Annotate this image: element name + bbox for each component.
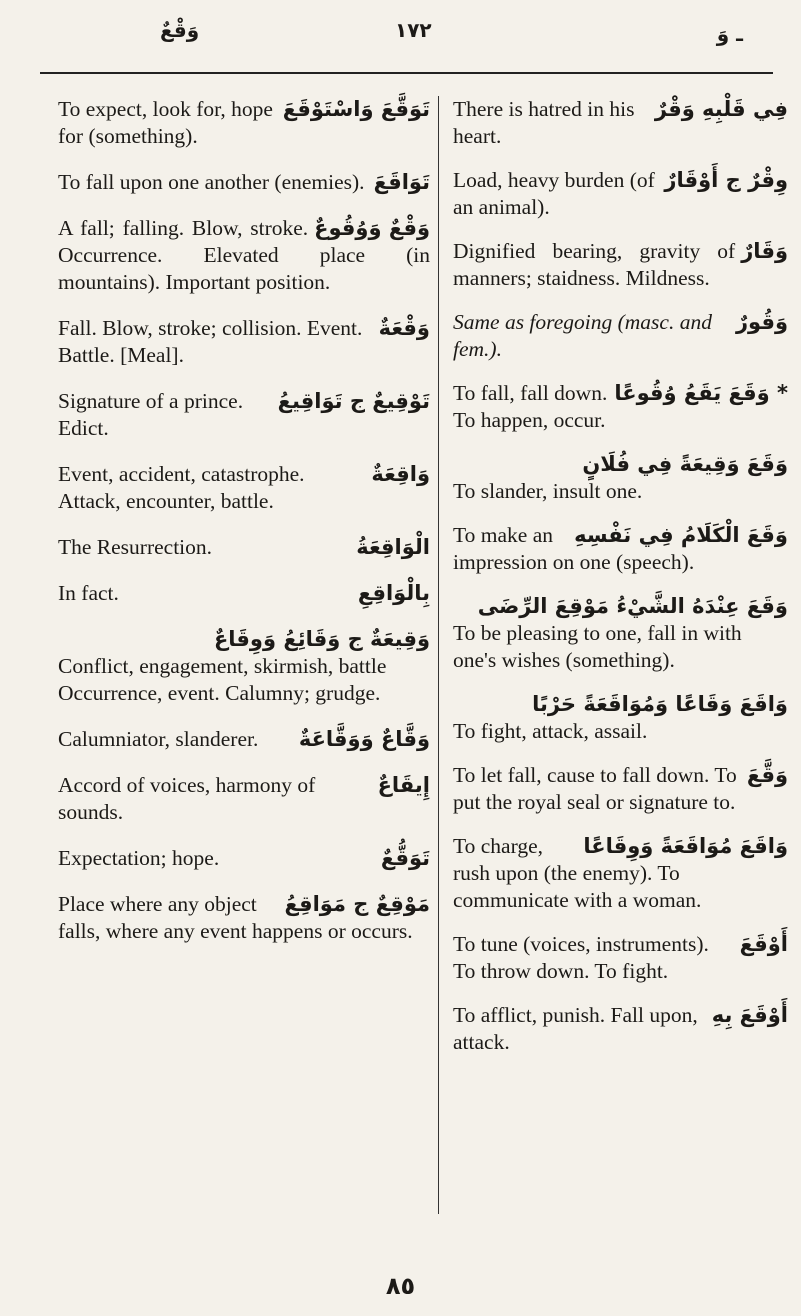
dictionary-entry bbox=[453, 451, 788, 505]
page-signature-mark: ٨٥ bbox=[385, 1272, 416, 1300]
english-definition: Expectation; hope. bbox=[58, 846, 220, 870]
arabic-headword: وَقْعَةٌ bbox=[378, 316, 430, 340]
dictionary-entry bbox=[453, 380, 788, 434]
english-definition: Same as foregoing (masc. and fem.). bbox=[453, 310, 712, 361]
right-column bbox=[453, 96, 788, 1073]
english-definition: To slander, insult one. bbox=[453, 479, 643, 503]
header-rule bbox=[40, 72, 773, 74]
arabic-headword: فِي قَلْبِهِ وَقْرٌ bbox=[654, 97, 788, 121]
header-section-letter: ـ وَ bbox=[716, 22, 743, 46]
arabic-headword: مَوْقِعٌ ج مَوَاقِعُ bbox=[284, 892, 430, 916]
dictionary-entry bbox=[58, 461, 430, 515]
dictionary-entry bbox=[58, 96, 430, 150]
dictionary-entry bbox=[453, 167, 788, 221]
english-definition: A fall; falling. Blow, stroke. Occurrence. Elevated place (in mountains). Important position. bbox=[58, 216, 430, 294]
arabic-headword: أَوْقَعَ بِهِ bbox=[711, 1003, 788, 1027]
dictionary-entry bbox=[453, 1002, 788, 1056]
dictionary-entry bbox=[453, 593, 788, 674]
arabic-headword: الْوَاقِعَةُ bbox=[356, 535, 430, 559]
left-column bbox=[58, 96, 430, 964]
dictionary-entry bbox=[453, 522, 788, 576]
english-definition: To make an impression on one (speech). bbox=[453, 523, 695, 574]
arabic-headword: وَاقَعَ مُوَاقَعَةً وَوِقَاعًا bbox=[583, 834, 788, 858]
dictionary-entry bbox=[58, 580, 430, 607]
arabic-headword: وَاقَعَ وَقَاعًا وَمُوَاقَعَةً حَرْبًا bbox=[532, 692, 788, 716]
english-definition: The Resurrection. bbox=[58, 535, 213, 559]
arabic-headword: إِيقَاعٌ bbox=[377, 773, 430, 797]
dictionary-entry bbox=[453, 238, 788, 292]
english-definition: To fight, attack, assail. bbox=[453, 719, 648, 743]
english-definition: Signature of a prince. Edict. bbox=[58, 389, 244, 440]
dictionary-entry bbox=[58, 215, 430, 296]
arabic-headword: وَقَعَ عِنْدَهُ الشَّيْءُ مَوْقِعَ الرِّضَى bbox=[477, 594, 788, 618]
arabic-headword: تَوَاقَعَ bbox=[373, 170, 430, 194]
arabic-headword: بِالْوَاقِعِ bbox=[357, 581, 430, 605]
english-definition: Load, heavy burden (of an animal). bbox=[453, 168, 655, 219]
english-definition: To fall, fall down. To happen, occur. bbox=[453, 381, 608, 432]
arabic-headword: تَوْقِيعٌ ج تَوَاقِيعُ bbox=[277, 389, 430, 413]
arabic-headword: وَقَعَ وَقِيعَةً فِي فُلَانٍ bbox=[582, 452, 788, 476]
page-number: ۱٧٢ bbox=[395, 18, 432, 42]
column-divider bbox=[438, 96, 439, 1214]
dictionary-entry bbox=[58, 772, 430, 826]
english-definition: Calumniator, slanderer. bbox=[58, 727, 259, 751]
dictionary-entry bbox=[58, 315, 430, 369]
dictionary-entry bbox=[453, 309, 788, 363]
dictionary-entry bbox=[58, 845, 430, 872]
arabic-headword: وَقَّعَ bbox=[746, 763, 788, 787]
dictionary-entry bbox=[453, 931, 788, 985]
dictionary-entry bbox=[453, 96, 788, 150]
dictionary-entry bbox=[58, 626, 430, 707]
dictionary-entry bbox=[453, 833, 788, 914]
english-definition: To be pleasing to one, fall in with one's wishes (something). bbox=[453, 621, 742, 672]
arabic-headword: وَقَارٌ bbox=[741, 239, 788, 263]
page-header bbox=[40, 10, 773, 74]
dictionary-entry bbox=[58, 169, 430, 196]
english-definition: Dignified bearing, gravity of manners; staidness. Mildness. bbox=[453, 239, 736, 290]
english-definition: To expect, look for, hope for (something). bbox=[58, 97, 273, 148]
arabic-headword: وَقُورٌ bbox=[735, 310, 788, 334]
english-definition: Conflict, engagement, skirmish, battle Occurrence, event. Calumny; grudge. bbox=[58, 654, 387, 705]
dictionary-entry bbox=[58, 388, 430, 442]
english-definition: Fall. Blow, stroke; collision. Event. Battle. [Meal]. bbox=[58, 316, 363, 367]
dictionary-entry bbox=[453, 691, 788, 745]
english-definition: To tune (voices, instruments). To throw down. To fight. bbox=[453, 932, 709, 983]
english-definition: There is hatred in his heart. bbox=[453, 97, 635, 148]
arabic-headword: تَوَقَّعَ وَاسْتَوْقَعَ bbox=[282, 97, 430, 121]
arabic-headword: أَوْقَعَ bbox=[739, 932, 788, 956]
arabic-headword: تَوَقُّعٌ bbox=[380, 846, 430, 870]
english-definition: Event, accident, catastrophe. Attack, encounter, battle. bbox=[58, 462, 305, 513]
arabic-headword: وِقْرٌ ج أَوْقَارٌ bbox=[664, 168, 788, 192]
arabic-headword: وَاقِعَةٌ bbox=[371, 462, 430, 486]
dictionary-entry bbox=[453, 762, 788, 816]
header-left-word: وَقْعٌ bbox=[160, 18, 200, 42]
arabic-headword: وَقْعٌ وَوُقُوعٌ bbox=[314, 216, 430, 240]
dictionary-entry bbox=[58, 534, 430, 561]
english-definition: To afflict, punish. Fall upon, attack. bbox=[453, 1003, 698, 1054]
arabic-headword: وَقِيعَةٌ ج وَقَائِعُ وَوِقَاعٌ bbox=[213, 627, 430, 651]
dictionary-entry bbox=[58, 726, 430, 753]
english-definition: In fact. bbox=[58, 581, 119, 605]
english-definition: To charge, rush upon (the enemy). To communicate with a woman. bbox=[453, 834, 702, 912]
arabic-headword: * وَقَعَ يَقَعُ وُقُوعًا bbox=[614, 381, 788, 405]
dictionary-entry bbox=[58, 891, 430, 945]
english-definition: To let fall, cause to fall down. To put the royal seal or signature to. bbox=[453, 763, 737, 814]
english-definition: Accord of voices, harmony of sounds. bbox=[58, 773, 316, 824]
arabic-headword: وَقَّاعٌ وَوَقَّاعَةٌ bbox=[298, 727, 430, 751]
arabic-headword: وَقَعَ الْكَلَامُ فِي نَفْسِهِ bbox=[574, 523, 788, 547]
english-definition: Place where any object falls, where any event happens or occurs. bbox=[58, 892, 413, 943]
english-definition: To fall upon one another (enemies). bbox=[58, 170, 365, 194]
